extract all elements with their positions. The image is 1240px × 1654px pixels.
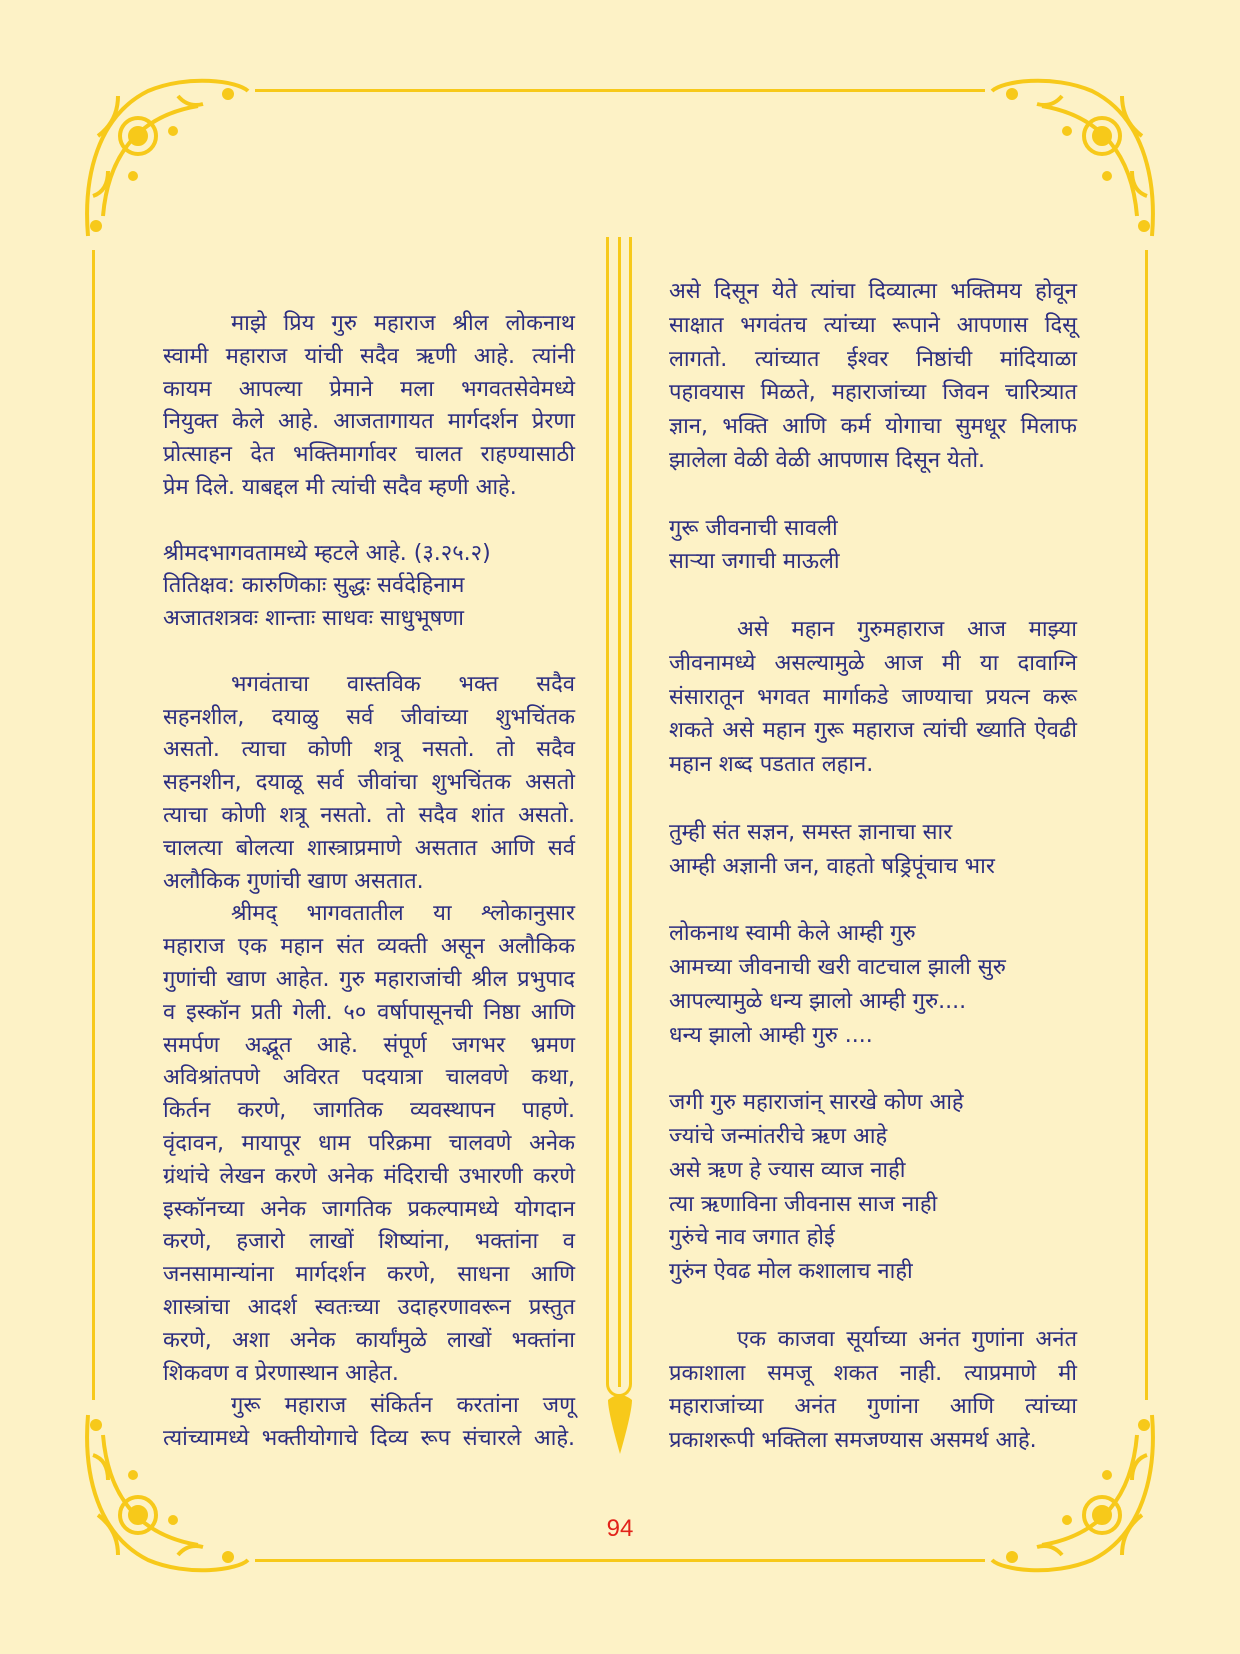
text-line: इस्कॉनच्या अनेक जागतिक प्रकल्पामध्ये योगदान (163, 1196, 575, 1222)
text-line: स्वामी महाराज यांची सदैव ऋणी आहे. त्यांनी (163, 343, 575, 369)
text-line: झालेला वेळी वेळी आपणास दिसून येतो. (669, 447, 986, 473)
text-line: सहनशीन, दयाळू सर्व जीवांचा शुभचिंतक असतो (163, 770, 575, 796)
text-line: महाराज एक महान संत व्यक्ती असून अलौकिक (163, 934, 575, 960)
text-line: किर्तन करणे, जागतिक व्यवस्थापन पाहणे. (163, 1098, 575, 1124)
text-line: सहनशील, दयाळु सर्व जीवांच्या शुभचिंतक (163, 704, 575, 730)
text-line: प्रकाशरूपी भक्तिला समजण्यास असमर्थ आहे. (669, 1428, 1037, 1454)
text-line: कायम आपल्या प्रेमाने मला भगवतसेवेमध्ये (163, 376, 575, 402)
verse-line: गुरुंन ऐवढ मोल कशालाच नाही (669, 1259, 913, 1285)
verse-line: गुरुंचे नाव जगात होई (669, 1225, 835, 1251)
text-line: जीवनामध्ये असल्यामुळे आज मी या दावाग्नि (669, 650, 1077, 676)
paragraph-gap (669, 883, 1077, 917)
verse-line: जगी गुरु महाराजांन् सारखे कोण आहे (669, 1090, 964, 1116)
page-number: 94 (606, 1515, 634, 1542)
paragraph-gap (669, 1289, 1077, 1323)
text-line: करणे, अशा अनेक कार्यांमुळे लाखों भक्तांना (163, 1327, 575, 1353)
verse-line: लोकनाथ स्वामी केले आम्ही गुरु (669, 921, 916, 947)
text-line: महान शब्द पडतात लहान. (669, 752, 874, 778)
text-line: अविश्रांतपणे अविरत पदयात्रा चालवणे कथा, (163, 1065, 575, 1091)
text-line: श्रीमद् भागवतातील या श्लोकानुसार (231, 901, 575, 927)
corner-ornament-top-left-icon (78, 76, 253, 251)
verse-line: तुम्ही संत सज्ञन, समस्त ज्ञानाचा सार (669, 819, 953, 845)
paragraph-gap (163, 636, 575, 669)
paragraph-gap (669, 579, 1077, 613)
text-line: जनसामान्यांना मार्गदर्शन करणे, साधना आणि (163, 1262, 575, 1288)
verse-line: ज्यांचे जन्मांतरीचे ऋण आहे (669, 1123, 888, 1149)
text-line: अलौकिक गुणांची खाण असतात. (163, 868, 424, 894)
verse-line: त्या ऋणाविना जीवनास साज नाही (669, 1191, 938, 1217)
paragraph (163, 1390, 575, 1456)
text-line: शकते असे महान गुरू महाराज त्यांची ख्याति ऐवढी (669, 718, 1077, 744)
verse-block (669, 816, 1077, 884)
text-line: चालत्या बोलत्या शास्त्राप्रमाणे असतात आणि सर्व (163, 835, 575, 861)
text-line: गुणांची खाण आहेत. गुरु महाराजांची श्रील प्रभुपाद (163, 966, 575, 992)
verse-line: साऱ्या जगाची माऊली (669, 549, 840, 575)
text-line: शास्त्रांचा आदर्श स्वतःच्या उदाहरणावरून प्रस्तुत (163, 1294, 575, 1320)
verse-line: असे ऋण हे ज्यास व्याज नाही (669, 1157, 906, 1183)
paragraph (669, 275, 1077, 478)
verse-line: श्रीमदभागवतामध्ये म्हटले आहे. (३.२५.२) (163, 540, 491, 566)
verse-block (669, 1086, 1077, 1289)
teardrop-ornament-icon (606, 1392, 634, 1454)
text-line: व इस्कॉन प्रती गेली. ५० वर्षापासूनची निष्ठा आणि (163, 999, 575, 1025)
paragraph (669, 1323, 1077, 1458)
verse-line: आपल्यामुळे धन्य झालो आम्ही गुरु.... (669, 988, 967, 1014)
text-line: महाराजांच्या अनंत गुणांना आणि त्यांच्या (669, 1394, 1077, 1420)
verse-block (669, 917, 1077, 1052)
text-line: असतो. त्याचा कोणी शत्रू नसतो. तो सदैव (163, 737, 575, 763)
border-left-line (92, 250, 95, 1400)
text-line: लागतो. त्यांच्यात ईश्वर निष्ठांची मांदियाळा (669, 346, 1077, 372)
text-line: प्रेम दिले. याबद्दल मी त्यांची सदैव म्हणी आहे. (163, 474, 517, 500)
right-text-column (669, 275, 1077, 1458)
text-line: एक काजवा सूर्याच्या अनंत गुणांना अनंत (737, 1326, 1077, 1352)
text-line: असे महान गुरुमहाराज आज माझ्या (737, 616, 1077, 642)
text-line: त्याचा कोणी शत्रू नसतो. तो सदैव शांत असतो. (163, 802, 575, 828)
border-right-line (1145, 250, 1148, 1400)
text-line: वृंदावन, मायापूर धाम परिक्रमा चालवणे अनेक (163, 1130, 575, 1156)
border-top-line (255, 89, 985, 92)
text-line: त्यांच्यामध्ये भक्तीयोगाचे दिव्य रूप संचारले आहे. (163, 1426, 575, 1452)
text-line: असे दिसून येते त्यांचा दिव्यात्मा भक्तिमय होवून (669, 279, 1077, 304)
paragraph (163, 669, 575, 899)
text-line: ग्रंथांचे लेखन करणे अनेक मंदिराची उभारणी करणे (163, 1163, 575, 1189)
paragraph (669, 613, 1077, 782)
verse-block (163, 538, 575, 636)
text-line: पहावयास मिळते, महाराजांच्या जिवन चारित्र्यात (669, 380, 1077, 406)
paragraph-gap (669, 782, 1077, 816)
verse-line: आमच्या जीवनाची खरी वाटचाल झाली सुरु (669, 954, 1006, 980)
paragraph (163, 308, 575, 505)
text-line: नियुक्त केले आहे. आजतागायत मार्गदर्शन प्रेरणा (163, 409, 575, 435)
text-line: प्रकाशाला समजू शकत नाही. त्याप्रमाणे मी (669, 1360, 1077, 1386)
text-line: साक्षात भगवंतच त्यांच्या रूपाने आपणास दिसू (669, 312, 1077, 338)
verse-line: अजातशत्रवः शान्ताः साधवः साधुभूषणा (163, 606, 464, 632)
corner-ornament-top-right-icon (987, 76, 1162, 251)
verse-line: तितिक्षव: कारुणिकाः सुद्धः सर्वदेहिनाम (163, 573, 465, 599)
paragraph-gap (669, 478, 1077, 512)
text-line: संसारातून भगवत मार्गाकडे जाण्याचा प्रयत्न करू (669, 684, 1077, 710)
verse-block (669, 512, 1077, 580)
left-text-column (163, 308, 575, 1456)
paragraph (163, 898, 575, 1390)
text-line: शिकवण व प्रेरणास्थान आहेत. (163, 1360, 399, 1386)
text-line: समर्पण अद्भूत आहे. संपूर्ण जगभर भ्रमण (163, 1032, 575, 1058)
verse-line: धन्य झालो आम्ही गुरु .... (669, 1022, 873, 1048)
text-line: ज्ञान, भक्ति आणि कर्म योगाचा सुमधूर मिलाफ (669, 414, 1077, 440)
column-divider-center-line (618, 237, 621, 1387)
border-bottom-line (255, 1559, 985, 1562)
paragraph-gap (669, 1052, 1077, 1086)
verse-line: आम्ही अज्ञानी जन, वाहतो षड्रिपूंचाच भार (669, 853, 995, 879)
text-line: प्रोत्साहन देत भक्तिमार्गावर चालत राहण्यासाठी (163, 442, 575, 468)
text-line: गुरू महाराज संकिर्तन करतांना जणू (231, 1393, 575, 1419)
text-line: माझे प्रिय गुरु महाराज श्रील लोकनाथ (231, 311, 575, 336)
text-line: भगवंताचा वास्तविक भक्त सदैव (231, 671, 575, 697)
text-line: करणे, हजारो लाखों शिष्यांना, भक्तांना व (163, 1229, 575, 1255)
paragraph-gap (163, 505, 575, 538)
verse-line: गुरू जीवनाची सावली (669, 515, 838, 541)
